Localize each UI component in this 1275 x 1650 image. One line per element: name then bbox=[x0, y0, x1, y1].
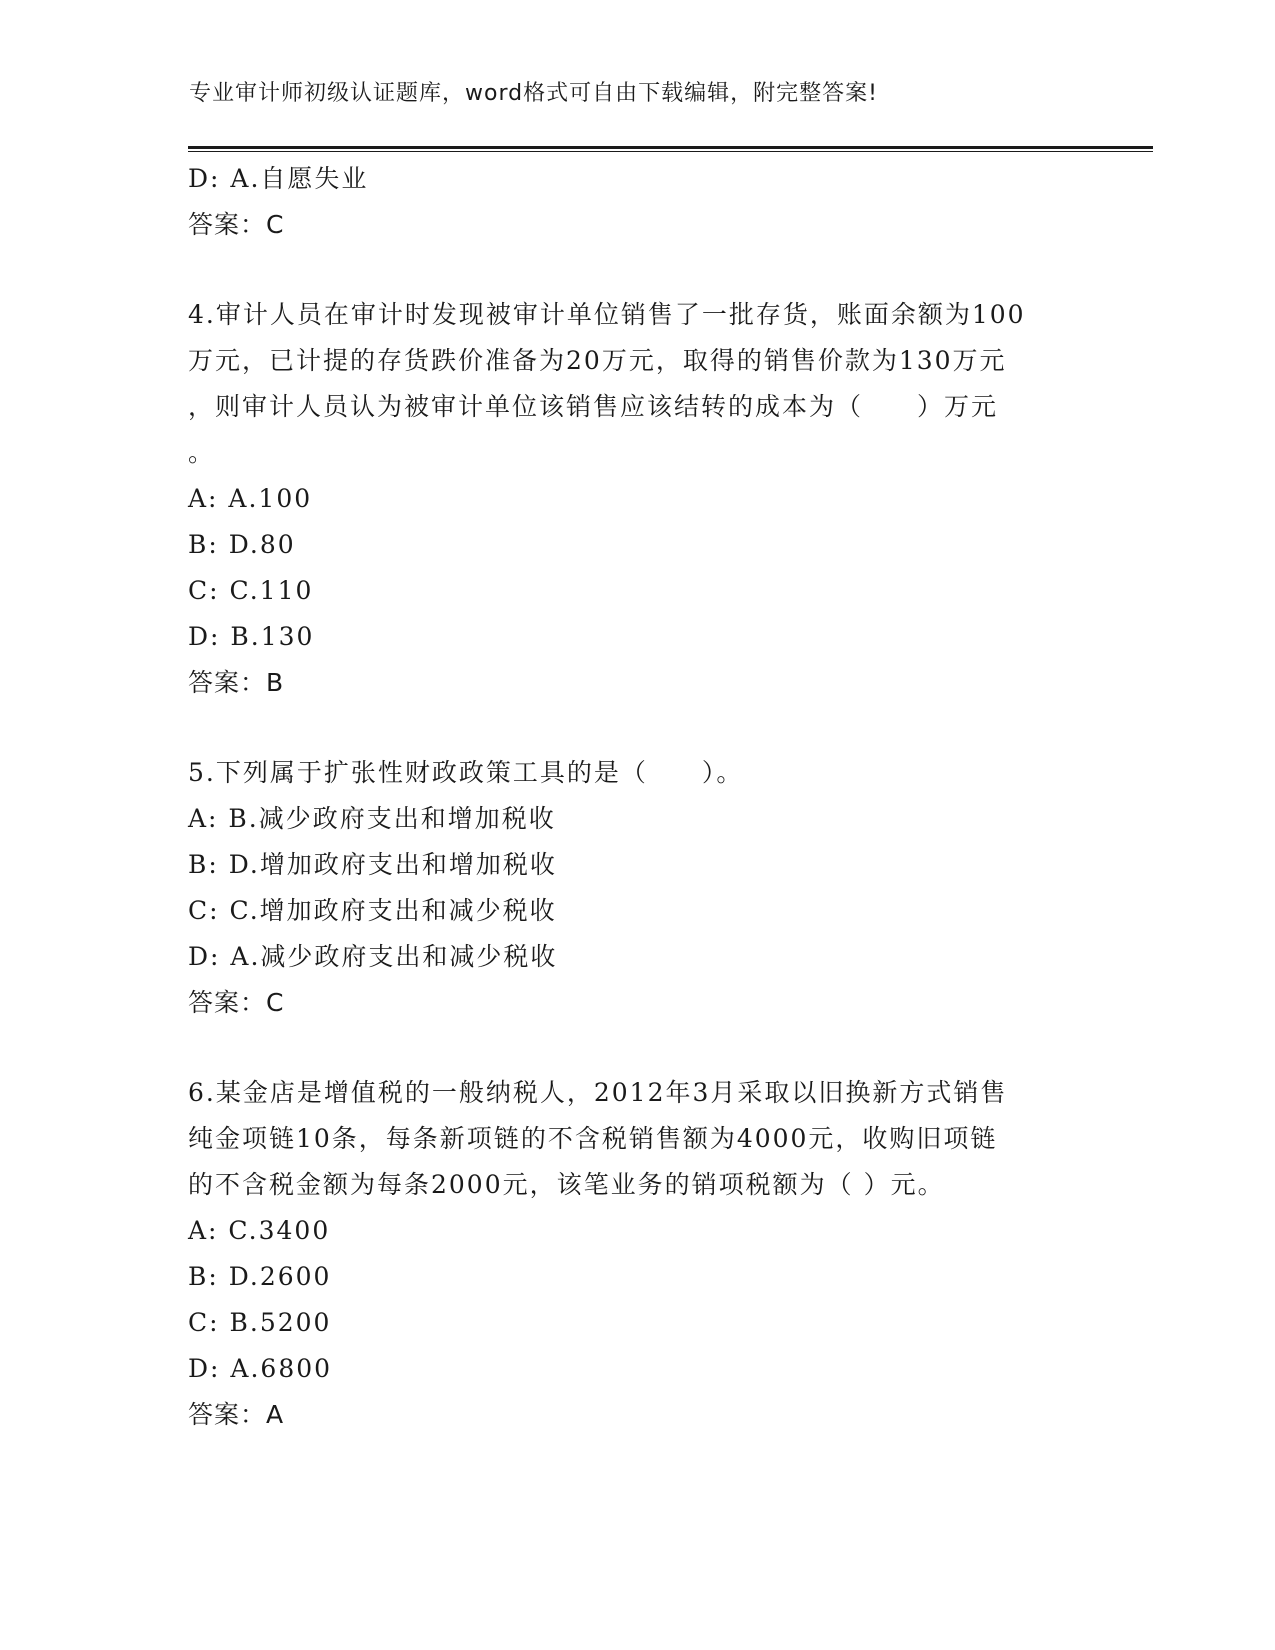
option-d: D: A.自愿失业 bbox=[188, 164, 369, 193]
previous-question-tail bbox=[188, 156, 1088, 248]
question-stem-line: 纯金项链10条，每条新项链的不含税销售额为4000元，收购旧项链 bbox=[188, 1124, 998, 1153]
question-stem-line: 5.下列属于扩张性财政政策工具的是（ ）。 bbox=[188, 758, 744, 787]
option-c: C: C.增加政府支出和减少税收 bbox=[188, 896, 557, 925]
answer-line: 答案：C bbox=[188, 210, 285, 239]
question-stem-line: ，则审计人员认为被审计单位该销售应该结转的成本为（ ）万元 bbox=[188, 392, 999, 421]
document-body bbox=[188, 156, 1088, 1438]
answer-line: 答案：C bbox=[188, 988, 285, 1017]
option-a: A: A.100 bbox=[188, 484, 313, 513]
option-c: C: C.110 bbox=[188, 576, 314, 605]
option-c: C: B.5200 bbox=[188, 1308, 332, 1337]
answer-line: 答案：A bbox=[188, 1400, 285, 1429]
header-rule-thick bbox=[188, 146, 1153, 149]
question-stem-line: 4.审计人员在审计时发现被审计单位销售了一批存货，账面余额为100 bbox=[188, 300, 1026, 329]
question-5 bbox=[188, 750, 1088, 1026]
question-4 bbox=[188, 292, 1088, 706]
option-b: B: D.2600 bbox=[188, 1262, 332, 1291]
option-d: D: A.6800 bbox=[188, 1354, 333, 1383]
option-a: A: B.减少政府支出和增加税收 bbox=[188, 804, 556, 833]
option-b: B: D.增加政府支出和增加税收 bbox=[188, 850, 557, 879]
question-stem-line: 的不含税金额为每条2000元，该笔业务的销项税额为（ ）元。 bbox=[188, 1170, 945, 1199]
option-d: D: A.减少政府支出和减少税收 bbox=[188, 942, 558, 971]
option-a: A: C.3400 bbox=[188, 1216, 331, 1245]
page-header: 专业审计师初级认证题库，word格式可自由下载编辑，附完整答案! bbox=[189, 81, 878, 106]
question-6 bbox=[188, 1070, 1088, 1438]
option-b: B: D.80 bbox=[188, 530, 296, 559]
question-stem-line: 6.某金店是增值税的一般纳税人，2012年3月采取以旧换新方式销售 bbox=[188, 1078, 1008, 1107]
header-rule-thin bbox=[188, 151, 1153, 152]
answer-line: 答案：B bbox=[188, 668, 285, 697]
option-d: D: B.130 bbox=[188, 622, 315, 651]
question-stem-line: 万元，已计提的存货跌价准备为20万元，取得的销售价款为130万元 bbox=[188, 346, 1007, 375]
question-stem-line: 。 bbox=[188, 438, 216, 467]
